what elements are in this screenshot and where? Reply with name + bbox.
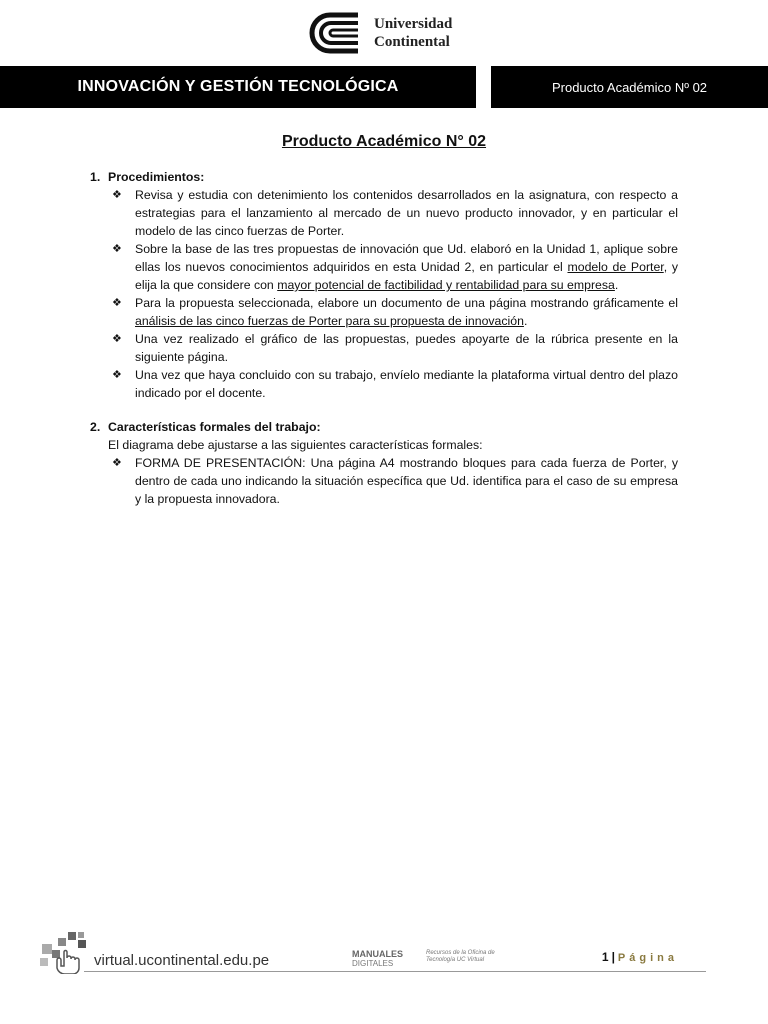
bullet-text: , y elija la que considere con — [135, 260, 678, 292]
section-subheading: El diagrama debe ajustarse a las siguientes características formales: — [108, 438, 483, 452]
page-word: Página — [617, 952, 678, 964]
diamond-bullet-icon: ❖ — [112, 189, 122, 201]
list-item — [90, 240, 678, 294]
manuales-text: MANUALES — [352, 949, 403, 959]
bullet-text: Sobre la base de las tres propuestas de innovación que Ud. elaboró en la Unidad 1, aplique sobre ellas los nuevos conocimientos adquiridos en esta Unidad 2, en particular el — [135, 242, 678, 274]
section-heading-text: Características formales del trabajo: — [108, 420, 321, 434]
bullet-text: . — [523, 314, 528, 328]
bullet-text: Revisa y estudia con detenimiento los contenidos desarrollados en la asignatura, con respecto a estrategias para el lanzamiento al mercado de un nuevo producto innovador, y en particular el modelo de las cinco fuerzas de Porter. — [135, 188, 678, 238]
logo-name — [374, 15, 452, 51]
page-footer — [36, 928, 714, 978]
university-logo — [308, 10, 468, 55]
bullet-text: FORMA DE PRESENTACIÓN: Una página A4 mostrando bloques para cada fuerza de Porter, y dentro de cada uno indicando la situación específica que Ud. identifica para el caso de su empresa y la propuesta innovadora. — [135, 456, 678, 506]
section-caracteristicas — [90, 418, 678, 508]
manuales-note: Recursos de la Oficina de Tecnología UC Virtual — [426, 950, 495, 963]
section-heading-text: Procedimientos: — [108, 170, 205, 184]
hand-pointer-icon — [38, 930, 92, 974]
bullet-list — [90, 186, 678, 402]
list-item — [90, 366, 678, 402]
bullet-list — [90, 454, 678, 508]
diamond-bullet-icon: ❖ — [112, 297, 122, 309]
underlined-text: modelo de Porter — [567, 260, 664, 274]
diamond-bullet-icon: ❖ — [112, 243, 122, 255]
logo-mark-icon — [308, 11, 366, 55]
bullet-text: Para la propuesta seleccionada, elabore un documento de una página mostrando gráficamente el — [135, 296, 678, 310]
diamond-bullet-icon: ❖ — [112, 369, 122, 381]
underlined-text: mayor potencial de factibilidad y rentabilidad para su empresa — [277, 278, 615, 292]
page-separator: | — [611, 950, 615, 964]
section-procedimientos — [90, 168, 678, 402]
bullet-text: Una vez que haya concluido con su trabajo, envíelo mediante la plataforma virtual dentro del plazo indicado por el docente. — [135, 368, 678, 400]
product-banner: Producto Académico Nº 02 — [491, 66, 768, 108]
section-number: 2. — [90, 420, 101, 434]
document-title: Producto Académico N° 02 — [281, 133, 487, 150]
underlined-text: análisis de las cinco fuerzas de Porter para su propuesta de innovación — [135, 314, 524, 328]
digitales-text: DIGITALES — [352, 959, 394, 968]
course-banner: INNOVACIÓN Y GESTIÓN TECNOLÓGICA — [0, 66, 476, 108]
document-body — [90, 168, 678, 524]
bullet-text: Una vez realizado el gráfico de las propuestas, puedes apoyarte de la rúbrica presente en la siguiente página. — [135, 332, 678, 364]
diamond-bullet-icon: ❖ — [112, 457, 122, 469]
section-heading — [90, 168, 678, 186]
section-heading — [90, 418, 678, 436]
bullet-text: . — [614, 278, 619, 292]
page-number-value: 1 — [601, 950, 609, 964]
manuales-digitales-logo — [352, 949, 495, 968]
logo-line-2: Continental — [374, 33, 450, 50]
list-item — [90, 294, 678, 330]
footer-divider — [84, 971, 706, 972]
page-number — [602, 950, 678, 964]
footer-url[interactable]: virtual.ucontinental.edu.pe — [94, 952, 270, 969]
list-item — [90, 330, 678, 366]
list-item — [90, 454, 678, 508]
section-number: 1. — [90, 170, 101, 184]
diamond-bullet-icon: ❖ — [112, 333, 122, 345]
logo-line-1: Universidad — [374, 15, 453, 32]
list-item — [90, 186, 678, 240]
